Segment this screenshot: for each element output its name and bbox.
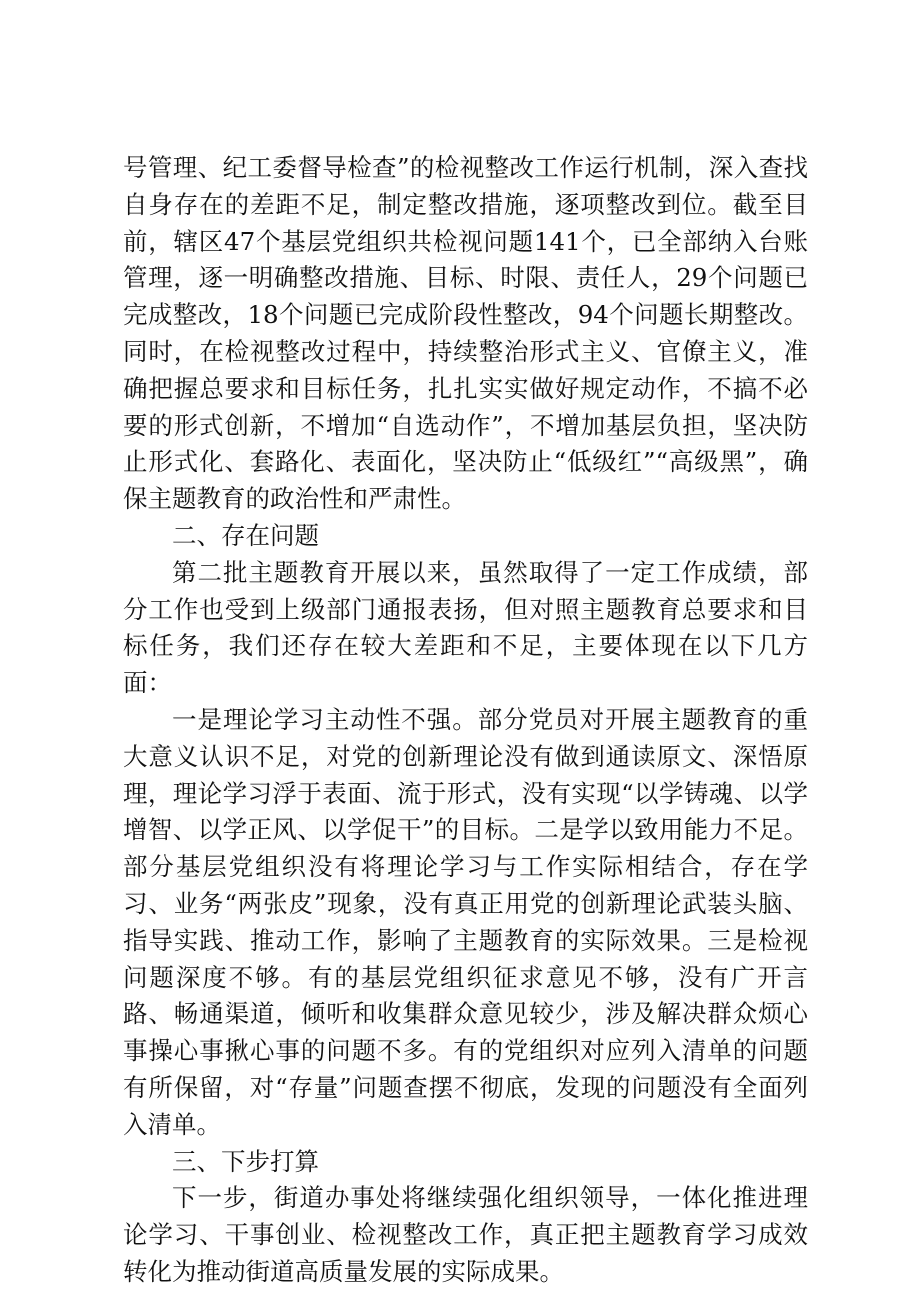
- section-heading-next-steps: 三、下步打算: [172, 1146, 319, 1176]
- paragraph-issues-detail: 一是理论学习主动性不强。部分党员对开展主题教育的重大意义认识不足，对党的创新理论没有做到通读原文、深悟原理，理论学习浮于表面、流于形式，没有实现“以学铸魂、以学增智、以学正风、以学促干”的目标。二是学以致用能力不足。部分基层党组织没有将理论学习与工作实际相结合，存在学习、业务“两张皮”现象，没有真正用党的创新理论武装头脑、指导实践、推动工作，影响了主题教育的实际效果。三是检视问题深度不够。有的基层党组织征求意见不够，没有广开言路、畅通渠道，倾听和收集群众意见较少，涉及解决群众烦心事操心事揪心事的问题不多。有的党组织对应列入清单的问题有所保留，对“存量”问题查摆不彻底，发现的问题没有全面列入清单。: [123, 704, 808, 1139]
- paragraph-continuation: 号管理、纪工委督导检查”的检视整改工作运行机制，深入查找自身存在的差距不足，制定整改措施，逐项整改到位。截至目前，辖区47个基层党组织共检视问题141个，已全部纳入台账管理，逐一明确整改措施、目标、时限、责任人，29个问题已完成整改，18个问题已完成阶段性整改，94个问题长期整改。同时，在检视整改过程中，持续整治形式主义、官僚主义，准确把握总要求和目标任务，扎扎实实做好规定动作，不搞不必要的形式创新，不增加“自选动作”，不增加基层负担，坚决防止形式化、套路化、表面化，坚决防止“低级红”“高级黑”，确保主题教育的政治性和严肃性。: [123, 153, 808, 514]
- document-body: [123, 150, 808, 1291]
- paragraph-next-steps: 下一步，街道办事处将继续强化组织领导，一体化推进理论学习、干事创业、检视整改工作，真正把主题教育学习成效转化为推动街道高质量发展的实际成果。: [123, 1183, 808, 1286]
- section-heading-issues: 二、存在问题: [172, 520, 319, 550]
- paragraph-issues-intro: 第二批主题教育开展以来，虽然取得了一定工作成绩，部分工作也受到上级部门通报表扬，但对照主题教育总要求和目标任务，我们还存在较大差距和不足，主要体现在以下几方面：: [123, 557, 808, 698]
